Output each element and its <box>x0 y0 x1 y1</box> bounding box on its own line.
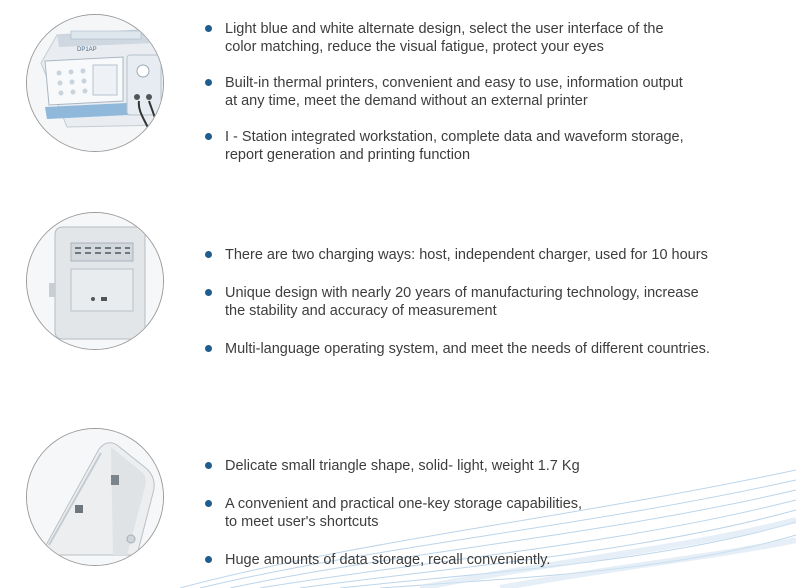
device-model-label: DP1AP <box>77 47 97 53</box>
bullet-dot-icon <box>205 251 212 258</box>
feature-bullet: Delicate small triangle shape, solid- light, weight 1.7 Kg <box>205 457 785 475</box>
feature-bullet: A convenient and practical one-key storage capabilities, to meet user's shortcuts <box>205 495 785 531</box>
bullet-dot-icon <box>205 345 212 352</box>
device-side-photo <box>26 428 164 566</box>
feature-list <box>205 20 785 164</box>
bullet-dot-icon <box>205 500 212 507</box>
bullet-dot-icon <box>205 556 212 563</box>
bullet-dot-icon <box>205 25 212 32</box>
feature-bullet: There are two charging ways: host, independent charger, used for 10 hours <box>205 246 785 264</box>
bullet-dot-icon <box>205 289 212 296</box>
device-front-photo <box>26 14 164 152</box>
feature-bullet: Built-in thermal printers, convenient and easy to use, information output at any time, meet the demand without an external printer <box>205 74 785 110</box>
feature-list <box>205 457 785 569</box>
feature-bullet: Multi-language operating system, and meet the needs of different countries. <box>205 340 785 358</box>
bullet-dot-icon <box>205 133 212 140</box>
feature-bullet: Light blue and white alternate design, select the user interface of the color matching, reduce the visual fatigue, protect your eyes <box>205 20 785 56</box>
bullet-dot-icon <box>205 462 212 469</box>
feature-list <box>205 246 785 358</box>
feature-bullet: Unique design with nearly 20 years of manufacturing technology, increase the stability and accuracy of measurement <box>205 284 785 320</box>
bullet-dot-icon <box>205 79 212 86</box>
device-back-photo <box>26 212 164 350</box>
feature-bullet: Huge amounts of data storage, recall conveniently. <box>205 551 785 569</box>
feature-bullet: I - Station integrated workstation, complete data and waveform storage, report generation and printing function <box>205 128 785 164</box>
